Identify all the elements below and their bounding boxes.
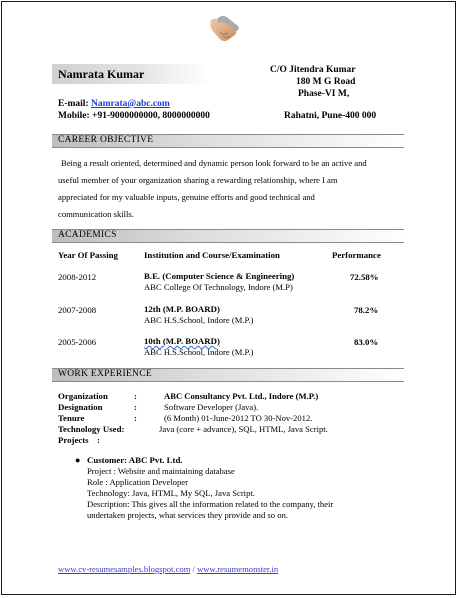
academic-institution: ABC H.S.School, Indore (M.P.) [144, 347, 254, 357]
academic-year: 2008-2012 [58, 272, 97, 282]
tenure-label: Tenure [58, 413, 85, 423]
email-label: E-mail: [58, 99, 89, 109]
institution-column-header: Institution and Course/Examination [144, 250, 280, 260]
academic-year: 2007-2008 [58, 305, 97, 315]
tenure-value: (6 Month) 01-June-2012 TO 30-Nov-2012. [164, 413, 313, 423]
email-link[interactable]: Namrata@abc.com [90, 99, 170, 109]
academics-heading: ACADEMICS [58, 230, 117, 240]
footer-separator: / [190, 564, 198, 574]
colon: : [134, 402, 137, 412]
footer-link-2[interactable]: www.resumemonster.in [197, 564, 279, 574]
objective-line: useful member of your organization sharing a rewarding relationship, where I am [58, 175, 338, 185]
academic-course: 12th (M.P. BOARD) [144, 304, 220, 314]
academic-course: B.E. (Computer Science & Engineering) [144, 271, 295, 281]
technology-value: Java (core + advance), SQL, HTML, Java Script. [159, 424, 328, 434]
objective-heading: CAREER OBJECTIVE [58, 135, 154, 145]
academic-performance: 83.0% [354, 337, 379, 347]
colon: : [134, 391, 137, 401]
academic-performance: 78.2% [354, 305, 379, 315]
address-line-3: Phase-VI M, [298, 89, 350, 99]
year-column-header: Year Of Passing [58, 250, 118, 260]
colon: : [134, 413, 137, 423]
project-customer: Customer: ABC Pvt. Ltd. [87, 455, 183, 465]
bullet-icon: ● [75, 455, 81, 465]
academic-year: 2005-2006 [58, 337, 97, 347]
email-row [58, 99, 170, 109]
candidate-name: Namrata Kumar [58, 67, 145, 81]
academic-institution: ABC H.S.School, Indore (M.P.) [144, 315, 254, 325]
address-line-2: 180 M G Road [296, 77, 356, 87]
organization-value: ABC Consultancy Pvt. Ltd., Indore (M.P.) [164, 391, 319, 401]
work-heading: WORK EXPERIENCE [58, 369, 152, 379]
organization-label: Organization [58, 391, 108, 401]
objective-line: Being a result oriented, determined and dynamic person look forward to be an active and [61, 158, 367, 168]
performance-column-header: Performance [332, 250, 381, 260]
project-line: Project : Website and maintaining database [87, 466, 235, 476]
mobile-row: Mobile: +91-9000000000, 8000000000 [58, 111, 210, 121]
objective-line: communication skills. [58, 209, 134, 219]
project-line: Description: This gives all the information related to the company, their [87, 499, 334, 509]
academic-performance: 72.58% [350, 272, 379, 282]
colon: : [97, 435, 100, 445]
footer-link-1[interactable]: www.cv-resumesamples.blogspot.com [58, 564, 191, 574]
project-line: Technology: Java, HTML, My SQL, Java Script. [87, 488, 255, 498]
project-line: Role : Application Developer [87, 477, 188, 487]
address-line-1: C/O Jitendra Kumar [270, 65, 356, 75]
footer [58, 564, 278, 574]
designation-label: Designation [58, 402, 103, 412]
objective-line: appreciated for my valuable inputs, genuine efforts and good technical and [58, 192, 315, 202]
technology-label: Technology Used: [58, 424, 125, 434]
objective-text [58, 155, 406, 223]
address-line-4: Rahatni, Pune-400 000 [284, 111, 377, 121]
designation-value: Software Developer (Java). [164, 402, 259, 412]
project-line: undertaken projects, what services they provide and so on. [87, 510, 288, 520]
academic-course: 10th (M.P. BOARD) [144, 336, 220, 346]
academic-institution: ABC College Of Technology, Indore (M.P) [144, 282, 293, 292]
handshake-icon [208, 10, 242, 48]
projects-label: Projects [58, 435, 89, 445]
